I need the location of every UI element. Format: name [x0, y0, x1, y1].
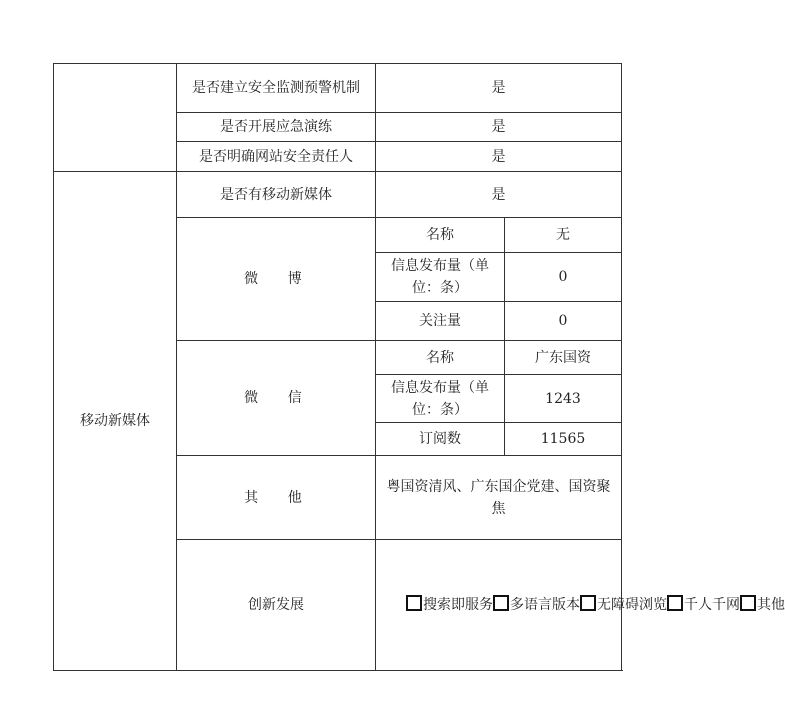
wechat-subs-label: 订阅数: [376, 423, 505, 456]
option-search-as-service: 搜索即服务: [423, 597, 493, 613]
report-table: [53, 63, 785, 671]
monitoring-value: 是: [376, 64, 622, 113]
wechat-subs-value: 11565: [505, 423, 622, 456]
drill-value: 是: [376, 113, 622, 142]
table-row: [54, 172, 622, 218]
option-other: 其他: [757, 597, 785, 613]
weibo-posts-value: 0: [505, 253, 622, 302]
weibo-name-value: 无: [505, 218, 622, 253]
checkbox[interactable]: [580, 595, 596, 611]
responsible-value: 是: [376, 142, 622, 172]
checkbox[interactable]: [493, 595, 509, 611]
wechat-posts-value: 1243: [505, 375, 622, 423]
weibo-followers-value: 0: [505, 302, 622, 341]
drill-label: 是否开展应急演练: [177, 113, 376, 142]
other-value: 粤国资清风、广东国企党建、国资聚焦: [376, 456, 622, 540]
option-personalized: 千人千网: [684, 597, 740, 613]
security-section-cell: [54, 64, 177, 172]
wechat-label: 微 信: [177, 341, 376, 456]
monitoring-label: 是否建立安全监测预警机制: [177, 64, 376, 113]
innovation-options: [376, 540, 785, 671]
other-label: 其 他: [177, 456, 376, 540]
has-mobile-media-label: 是否有移动新媒体: [177, 172, 376, 218]
checkbox[interactable]: [667, 595, 683, 611]
checkbox[interactable]: [406, 595, 422, 611]
weibo-label: 微 博: [177, 218, 376, 341]
option-multilingual: 多语言版本: [510, 597, 580, 613]
wechat-posts-label: 信息发布量（单位：条）: [376, 375, 505, 423]
has-mobile-media-value: 是: [376, 172, 622, 218]
innovation-section-label: 创新发展: [177, 540, 376, 671]
weibo-posts-label: 信息发布量（单位：条）: [376, 253, 505, 302]
checkbox[interactable]: [740, 595, 756, 611]
responsible-label: 是否明确网站安全责任人: [177, 142, 376, 172]
weibo-followers-label: 关注量: [376, 302, 505, 341]
wechat-name-label: 名称: [376, 341, 505, 375]
wechat-name-value: 广东国资: [505, 341, 622, 375]
option-accessibility: 无障碍浏览: [597, 597, 667, 613]
weibo-name-label: 名称: [376, 218, 505, 253]
mobile-media-section-label: 移动新媒体: [54, 172, 177, 671]
table-row: [54, 64, 622, 113]
